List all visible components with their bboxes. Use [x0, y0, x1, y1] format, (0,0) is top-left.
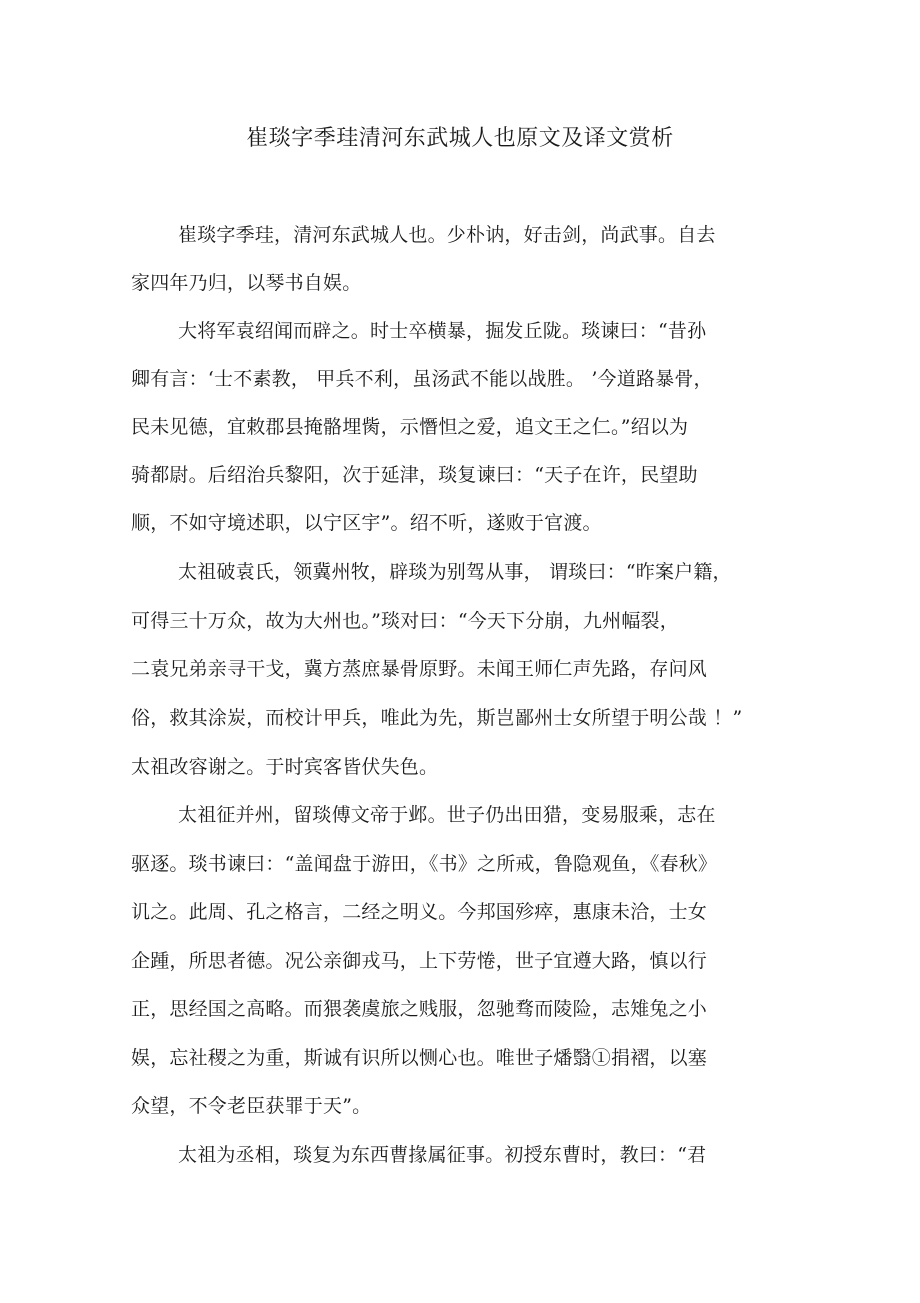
text-line: 卿有言：‘士不素教， 甲兵不利，虽汤武不能以战胜。 ’今道路暴骨， [131, 368, 713, 390]
text-line: 俗，救其涂炭，而校计甲兵，唯此为先，斯岂鄙州士女所望于明公哉 ！” [131, 707, 743, 729]
text-line: 太祖破袁氏，领冀州牧，辟琰为别驾从事， 谓琰曰：“昨案户籍， [178, 561, 732, 583]
text-line: 正，思经国之高略。而猥袭虞旅之贱服，忽驰骛而陵险，志雉兔之小 [131, 998, 708, 1020]
text-line: 民未见德，宜敕郡县掩骼埋胔，示憯怛之爱，追文王之仁。”绍以为 [131, 416, 689, 438]
text-line: 娱，忘社稷之为重，斯诚有识所以恻心也。唯世子燔翳①捐褶，以塞 [131, 1047, 708, 1069]
text-line: 驱逐。琰书谏曰：“盖闻盘于游田，《书》之所戒，鲁隐观鱼，《春秋》 [131, 853, 718, 875]
document-title: 崔琰字季珪清河东武城人也原文及译文赏析 [246, 126, 674, 151]
text-line: 讥之。此周、孔之格言，二经之明义。今邦国殄瘁，惠康未洽，士女 [131, 901, 708, 923]
text-line: 众望，不令老臣获罪于天”。 [131, 1095, 372, 1117]
text-line: 大将军袁绍闻而辟之。时士卒横暴，掘发丘陇。琰谏曰：“昔孙 [178, 320, 707, 342]
text-line: 可得三十万众，故为大州也。”琰对曰：“今天下分崩，九州幅裂， [131, 610, 679, 632]
text-line: 崔琰字季珪，清河东武城人也。少朴讷，好击剑，尚武事。自去 [178, 224, 716, 246]
text-line: 家四年乃归，以琴书自娱。 [131, 272, 362, 294]
text-line: 太祖改容谢之。于时宾客皆伏失色。 [131, 756, 439, 778]
text-line: 太祖为丞相，琰复为东西曹掾属征事。初授东曹时，教曰：“君 [178, 1144, 707, 1166]
text-line: 企踵，所思者德。况公亲御戎马，上下劳惓，世子宜遵大路，慎以行 [131, 950, 708, 972]
text-line: 骑都尉。后绍治兵黎阳，次于延津，琰复谏曰：“天子在许，民望助 [131, 464, 698, 486]
text-line: 太祖征并州，留琰傅文帝于邺。世子仍出田猎，变易服乘，志在 [178, 804, 716, 826]
text-line: 顺，不如守境述职，以宁区宇”。绍不听，遂败于官渡。 [131, 512, 602, 534]
text-line: 二袁兄弟亲寻干戈，冀方蒸庶暴骨原野。未闻王师仁声先路，存问风 [131, 658, 708, 680]
